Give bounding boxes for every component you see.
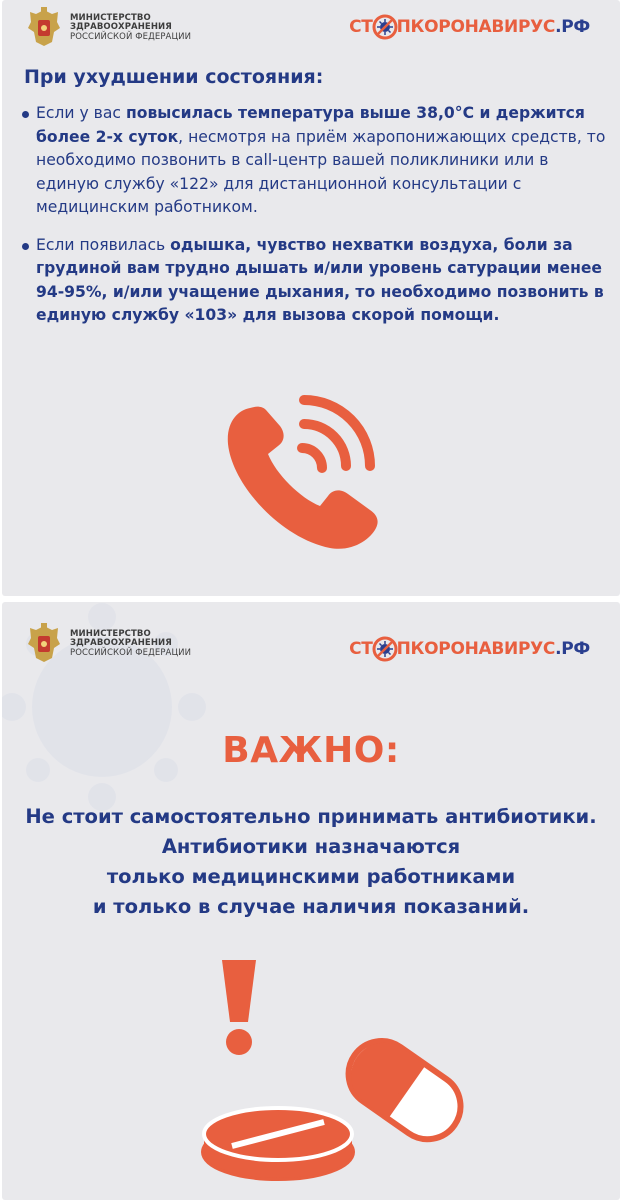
info-card-worsening (2, 0, 620, 596)
capsule-pill-icon (336, 1028, 472, 1152)
advice-line1: Не стоит самостоятельно принимать антибиотики. (25, 805, 597, 828)
brand-suffix: .РФ (555, 639, 590, 659)
ministry-line1: МИНИСТЕРСТВО (70, 12, 151, 23)
brand-prefix: СТ (349, 17, 373, 37)
bullet1-text-start: Если у вас (36, 104, 126, 122)
virus-icon (372, 636, 398, 662)
ministry-logo (24, 622, 191, 666)
bullet1-text-end: , несмотря на приём жаропонижающих средств, то необходимо позвонить в call-центр вашей поликлиники или в единую службу «122» для дистанционной консультации с медицинским работником. (36, 127, 606, 216)
antibiotics-advice (2, 802, 620, 922)
advice-line2: Антибиотики назначаются (161, 835, 461, 858)
brand-prefix: СТ (349, 639, 373, 659)
stopcoronavirus-logo (349, 14, 590, 40)
ministry-emblem-icon (24, 622, 64, 666)
brand-main: ПКОРОНАВИРУС (396, 17, 556, 37)
bullet2-text-start: Если появилась (36, 235, 171, 254)
virus-icon (372, 14, 398, 40)
ministry-line1: МИНИСТЕРСТВО (70, 628, 151, 639)
ministry-line2: ЗДРАВООХРАНЕНИЯ (70, 638, 172, 649)
ministry-line3: РОССИЙСКОЙ ФЕДЕРАЦИИ (70, 647, 192, 658)
advice-line3: только медицинскими работниками (106, 865, 516, 888)
brand-suffix: .РФ (555, 17, 590, 37)
advice-list (22, 102, 612, 342)
stopcoronavirus-logo (349, 636, 590, 662)
bullet2-bold: одышка, чувство нехватки воздуха, боли за грудиной вам трудно дышать и/или уровень сатурации менее 94-95%, и/или учащение дыхания, то необходимо позвонить в единую службу «103» для вызова скорой помощи. (36, 235, 604, 324)
header (2, 602, 620, 672)
card-title: При ухудшении состояния: (24, 66, 324, 88)
exclamation-icon (222, 960, 256, 1055)
pills-illustration (192, 952, 472, 1200)
header (2, 0, 620, 70)
ministry-line3: РОССИЙСКОЙ ФЕДЕРАЦИИ (70, 31, 192, 42)
advice-line4: и только в случае наличия показаний. (92, 895, 530, 918)
ministry-emblem-icon (24, 6, 64, 50)
ministry-logo (24, 6, 191, 50)
bullet1-bold: повысилась температура выше 38,0°С и держится более 2-х суток (36, 104, 585, 146)
info-card-important (2, 602, 620, 1200)
list-item (22, 102, 612, 220)
ministry-line2: ЗДРАВООХРАНЕНИЯ (70, 22, 172, 33)
phone-icon (220, 388, 396, 558)
important-heading: ВАЖНО: (222, 730, 400, 771)
tablet-pill-icon (204, 1108, 352, 1178)
list-item (22, 234, 612, 328)
brand-main: ПКОРОНАВИРУС (396, 639, 556, 659)
